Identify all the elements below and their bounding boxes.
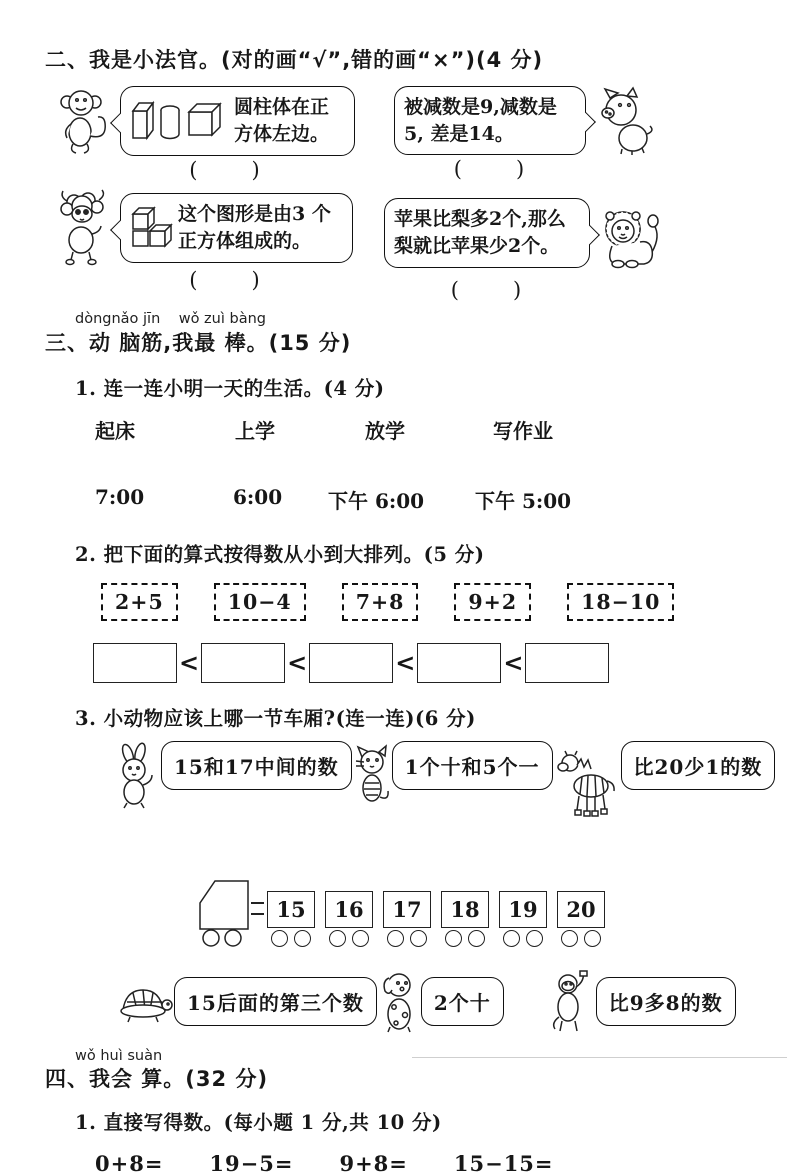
- less-than-sign: <: [287, 648, 308, 677]
- train-coupler: [251, 902, 264, 915]
- time-label[interactable]: 下午 5:00: [475, 488, 572, 513]
- expression-box: 18−10: [567, 583, 674, 621]
- car-number: 16: [334, 896, 364, 922]
- train-car[interactable]: [383, 891, 431, 928]
- train-car[interactable]: [557, 891, 605, 928]
- section4-pinyin: wǒ huì suàn: [75, 1047, 163, 1064]
- answer-blank[interactable]: ( ): [450, 278, 524, 302]
- sheep-icon: [55, 190, 113, 266]
- car-number: 18: [450, 896, 480, 922]
- time-label[interactable]: 下午 6:00: [328, 488, 425, 513]
- order-box[interactable]: [417, 643, 501, 683]
- clue-bubble[interactable]: 1个十和5个一: [392, 741, 553, 790]
- section2-title: 二、我是小法官。(对的画“√”,错的画“×”)(4 分): [45, 48, 544, 72]
- q4-1-label: 1. 直接写得数。(每小题 1 分,共 10 分): [75, 1111, 442, 1134]
- calc-problem[interactable]: 0+8=: [95, 1151, 164, 1176]
- order-box[interactable]: [201, 643, 285, 683]
- judge-text-3: 这个图形是由3 个正方体组成的。: [178, 203, 331, 252]
- train-engine-icon: [195, 871, 253, 949]
- order-box[interactable]: [93, 643, 177, 683]
- clue-bubble[interactable]: 2个十: [421, 977, 504, 1026]
- speech-bubble-2: [394, 86, 586, 155]
- judge-item-4: [390, 190, 765, 302]
- less-than-sign: <: [503, 648, 524, 677]
- activity-label[interactable]: 上学: [235, 418, 275, 443]
- page-divider-line: [412, 1057, 787, 1058]
- expression-box: 2+5: [101, 583, 178, 621]
- calc-problem[interactable]: 15−15=: [453, 1151, 554, 1176]
- zebra-icon: [557, 751, 617, 825]
- train-car[interactable]: [441, 891, 489, 928]
- section3-pinyin: dòngnǎo jīn wǒ zuì bàng: [75, 311, 266, 327]
- expression-box: 9+2: [454, 583, 531, 621]
- cuboid-cylinder-cube-icon: [130, 97, 230, 145]
- order-row: [93, 643, 765, 683]
- train: [195, 849, 765, 949]
- speech-bubble-4: [384, 198, 590, 267]
- less-than-sign: <: [179, 648, 200, 677]
- judge-text-1: 圆柱体在正方体左边。: [234, 96, 330, 145]
- train-car[interactable]: [499, 891, 547, 928]
- calc-problem[interactable]: 19−5=: [209, 1151, 294, 1176]
- judge-grid: [45, 86, 765, 302]
- train-car[interactable]: [325, 891, 373, 928]
- answer-blank[interactable]: ( ): [189, 158, 262, 182]
- judge-item-1: [45, 86, 390, 182]
- answer-blank[interactable]: ( ): [453, 157, 527, 182]
- activity-label[interactable]: 起床: [95, 418, 135, 443]
- q2-label: 2. 把下面的算式按得数从小到大排列。(5 分): [75, 542, 485, 566]
- calc-row: [95, 1151, 765, 1176]
- time-label[interactable]: 6:00: [233, 484, 283, 509]
- expression-box: 7+8: [342, 583, 419, 621]
- connect-area: [45, 415, 765, 527]
- clue-bubble[interactable]: 15后面的第三个数: [174, 977, 377, 1026]
- q3-label: 3. 小动物应该上哪一节车厢?(连一连)(6 分): [75, 706, 476, 730]
- answer-blank[interactable]: ( ): [189, 268, 262, 292]
- order-box[interactable]: [309, 643, 393, 683]
- turtle-icon: [118, 980, 172, 1024]
- clue-row-top: [113, 741, 765, 825]
- q1-label: 1. 连一连小明一天的生活。(4 分): [75, 376, 385, 400]
- judge-item-3: [45, 190, 390, 302]
- judge-text-2: 被减数是9,减数是5, 差是14。: [404, 96, 557, 145]
- lion-icon: [598, 204, 668, 276]
- less-than-sign: <: [395, 648, 416, 677]
- cat-icon: [354, 745, 390, 807]
- clue-bubble[interactable]: 15和17中间的数: [161, 741, 352, 790]
- judge-text-4: 苹果比梨多2个,那么梨就比苹果少2个。: [394, 208, 566, 257]
- clue-bubble[interactable]: 比9多8的数: [596, 977, 736, 1026]
- clue-row-bottom: [118, 971, 765, 1033]
- speech-bubble-1: [120, 86, 355, 155]
- expression-row: [101, 583, 765, 621]
- train-car[interactable]: [267, 891, 315, 928]
- rabbit-icon: [113, 743, 157, 809]
- clue-bubble[interactable]: 比20少1的数: [621, 741, 776, 790]
- judge-item-2: [390, 86, 765, 182]
- car-number: 20: [566, 896, 596, 922]
- calc-problem[interactable]: 9+8=: [339, 1151, 408, 1176]
- expression-box: 10−4: [214, 583, 306, 621]
- monkey-icon: [57, 86, 111, 156]
- dog-icon: [379, 971, 419, 1033]
- time-label[interactable]: 7:00: [95, 484, 145, 509]
- pig-icon: [592, 87, 658, 155]
- car-number: 19: [508, 896, 538, 922]
- order-box[interactable]: [525, 643, 609, 683]
- car-number: 17: [392, 896, 422, 922]
- speech-bubble-3: [120, 193, 353, 262]
- activity-label[interactable]: 放学: [365, 418, 405, 443]
- dark-monkey-icon: [548, 971, 592, 1033]
- section4-title: 四、我会 算。(32 分): [45, 1067, 269, 1091]
- car-number: 15: [276, 896, 306, 922]
- activity-label[interactable]: 写作业: [493, 418, 553, 443]
- section3-title: 三、动 脑筋,我最 棒。(15 分): [45, 330, 352, 355]
- three-cubes-icon: [130, 204, 174, 252]
